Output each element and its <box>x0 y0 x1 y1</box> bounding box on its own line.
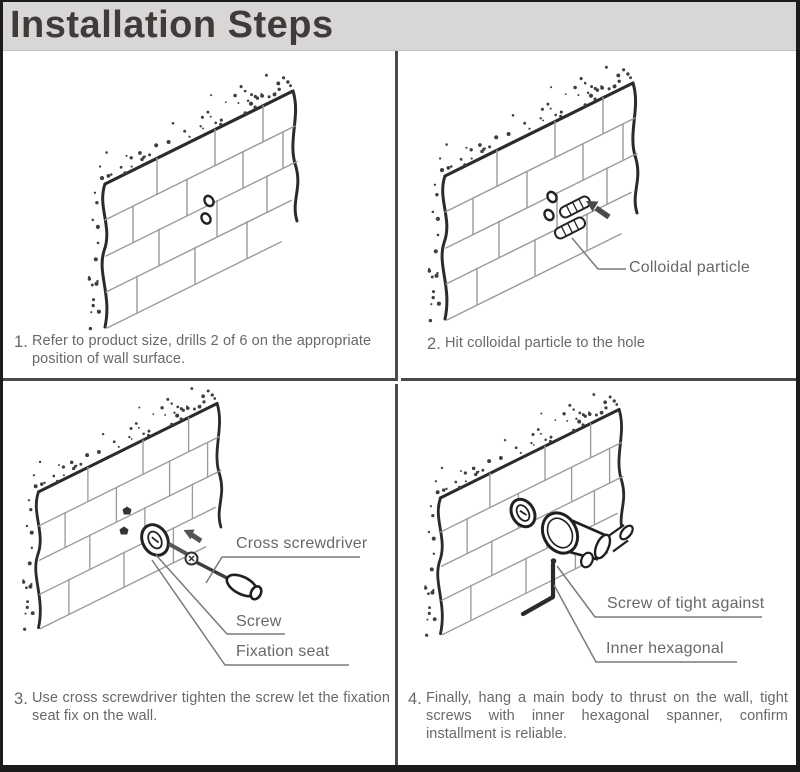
label-screw: Screw <box>236 613 282 630</box>
step-number: 4. <box>408 690 422 708</box>
step-3-panel <box>3 384 398 765</box>
step-2-caption <box>427 335 645 353</box>
step-number: 3. <box>14 690 28 708</box>
step-1-illustration <box>3 51 395 378</box>
title-bar <box>3 2 796 51</box>
label-inner-hexagonal: Inner hexagonal <box>606 640 724 657</box>
step-2-illustration <box>401 51 796 378</box>
step-2-panel <box>401 51 796 381</box>
step-4-panel <box>401 384 796 765</box>
brick-wall-drawing <box>428 66 641 323</box>
step-number: 1. <box>14 333 28 351</box>
label-colloidal-particle: Colloidal particle <box>629 259 750 276</box>
label-screw-of-tight-against: Screw of tight against <box>607 595 765 612</box>
step-1-panel <box>3 51 398 381</box>
step-text: Use cross screwdriver tighten the screw let the fixation seat fix on the wall. <box>31 690 390 724</box>
step-number: 2. <box>427 335 441 353</box>
page-title: Installation Steps <box>10 4 334 46</box>
step-text: Hit colloidal particle to the hole <box>444 335 646 351</box>
step-1-caption <box>14 333 392 369</box>
steps-grid <box>3 51 796 765</box>
step-4-caption <box>408 690 788 744</box>
brick-wall-drawing <box>88 74 301 331</box>
step-text: Finally, hang a main body to thrust on the wall, tight screws with inner hexagonal spanner, confirm installment is reliable. <box>425 690 788 742</box>
label-fixation-seat: Fixation seat <box>236 643 330 660</box>
step-text: Refer to product size, drills 2 of 6 on the appropriate position of wall surface. <box>31 333 372 367</box>
label-cross-screwdriver: Cross screwdriver <box>236 535 368 552</box>
step-3-caption <box>14 690 390 726</box>
